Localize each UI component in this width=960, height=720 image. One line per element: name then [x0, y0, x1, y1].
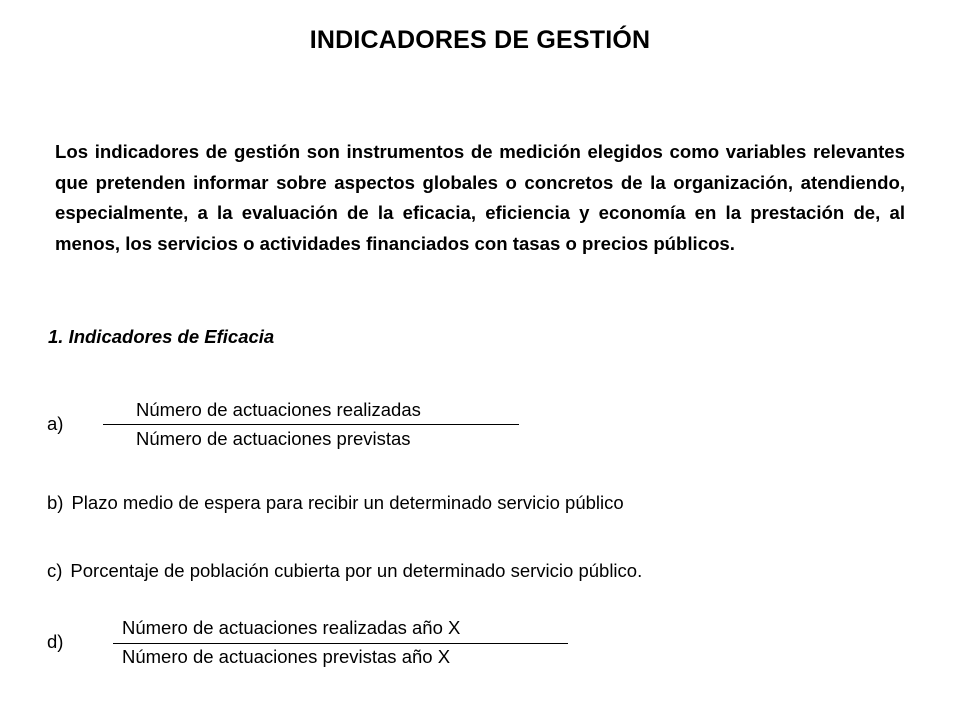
item-b-label: b)	[47, 492, 64, 513]
item-a-denominator: Número de actuaciones previstas	[136, 428, 411, 449]
item-d-label: d)	[47, 631, 64, 652]
item-b	[47, 492, 624, 514]
item-b-text: Plazo medio de espera para recibir un determinado servicio público	[71, 492, 624, 513]
item-a-label: a)	[47, 413, 64, 434]
item-d-numerator: Número de actuaciones realizadas año X	[122, 617, 461, 638]
section-heading-eficacia: 1. Indicadores de Eficacia	[48, 326, 275, 347]
item-a-fraction-line	[103, 424, 519, 425]
item-a-numerator: Número de actuaciones realizadas	[136, 399, 421, 420]
item-c-text: Porcentaje de población cubierta por un determinado servicio público.	[70, 560, 643, 581]
page-title: INDICADORES DE GESTIÓN	[309, 26, 651, 54]
item-d-fraction-line	[113, 643, 568, 644]
intro-paragraph: Los indicadores de gestión son instrumentos de medición elegidos como variables relevantes que pretenden informar sobre aspectos globales o concretos de la organización, atendiendo, especialmente, a la evaluación de la eficacia, eficiencia y economía en la prestación de, al menos, los servicios o actividades financiados con tasas o precios públicos.	[55, 141, 905, 254]
item-d-denominator: Número de actuaciones previstas año X	[122, 646, 451, 667]
item-c-label: c)	[47, 560, 63, 581]
item-c	[47, 560, 642, 582]
